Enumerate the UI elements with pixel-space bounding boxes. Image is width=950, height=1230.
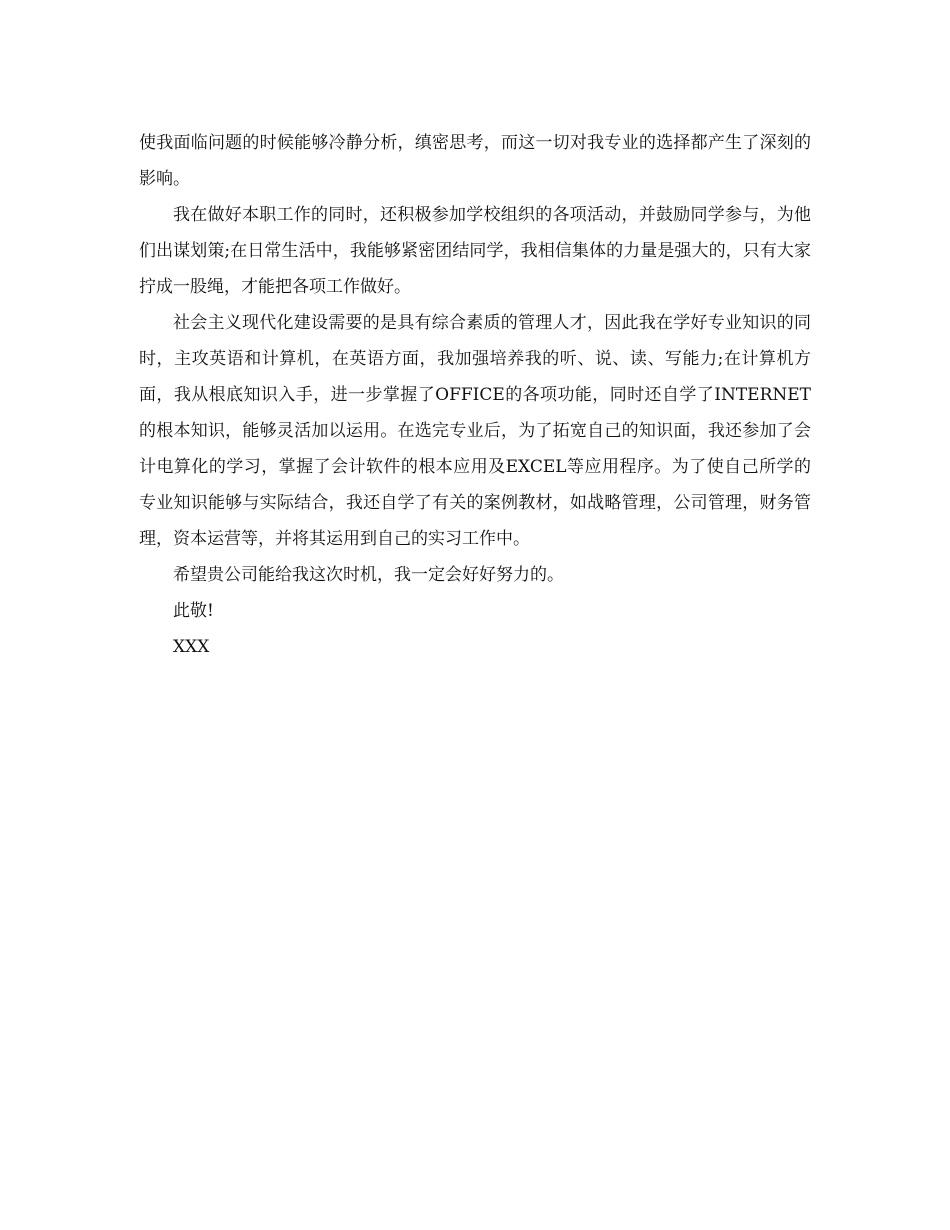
paragraph-skills: 社会主义现代化建设需要的是具有综合素质的管理人才，因此我在学好专业知识的同时，主攻英语和计算机，在英语方面，我加强培养我的听、说、读、写能力;在计算机方面，我从根底知识入手，进一步掌握了OFFICE的各项功能，同时还自学了INTERNET的根本知识，能够灵活加以运用。在选完专业后，为了拓宽自己的知识面，我还参加了会计电算化的学习，掌握了会计软件的根本应用及EXCEL等应用程序。为了使自己所学的专业知识能够与实际结合，我还自学了有关的案例教材，如战略管理，公司管理，财务管理，资本运营等，并将其运用到自己的实习工作中。 bbox=[139, 313, 811, 549]
signature: XXX bbox=[173, 637, 210, 657]
paragraph-hope: 希望贵公司能给我这次时机，我一定会好好努力的。 bbox=[173, 565, 564, 585]
closing-salutation: 此敬! bbox=[173, 601, 214, 621]
paragraph-continuation: 使我面临问题的时候能够冷静分析，缜密思考，而这一切对我专业的选择都产生了深刻的影响。 bbox=[139, 133, 811, 189]
letter-body bbox=[139, 125, 811, 665]
paragraph-activities: 我在做好本职工作的同时，还积极参加学校组织的各项活动，并鼓励同学参与，为他们出谋划策;在日常生活中，我能够紧密团结同学，我相信集体的力量是强大的，只有大家拧成一股绳，才能把各项工作做好。 bbox=[139, 205, 811, 297]
